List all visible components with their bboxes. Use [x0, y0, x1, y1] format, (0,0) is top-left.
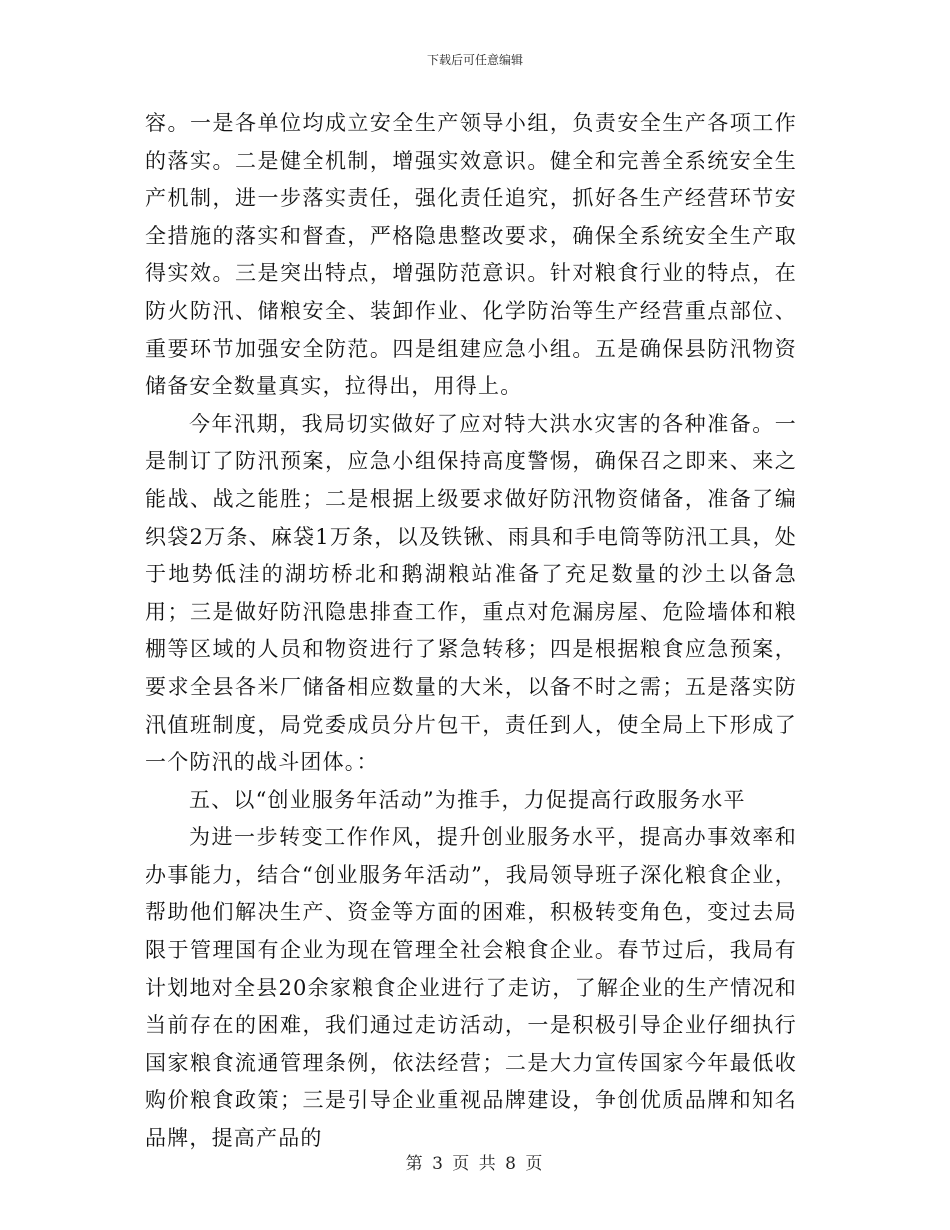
document-body [145, 105, 797, 1158]
section-heading-five: 五、以“创业服务年活动”为推手，力促提高行政服务水平 [189, 787, 746, 812]
paragraph-service-year: 为进一步转变工作作风，提升创业服务水平，提高办事效率和办事能力，结合“创业服务年活动”，我局领导班子深化粮食企业，帮助他们解决生产、资金等方面的困难，积极转变角色，变过去局限于管理国有企业为现在管理全社会粮食企业。春节过后，我局有计划地对全县20余家粮食企业进行了走访，了解企业的生产情况和当前存在的困难，我们通过走访活动，一是积极引导企业仔细执行国家粮食流通管理条例，依法经营；二是大力宣传国家今年最低收购价粮食政策；三是引导企业重视品牌建设，争创优质品牌和知名品牌，提高产品的 [145, 825, 797, 1151]
page-header: 下载后可任意编辑 [426, 53, 523, 67]
paragraph-safety-production: 容。一是各单位均成立安全生产领导小组，负责安全生产各项工作的落实。二是健全机制，增强实效意识。健全和完善全系统安全生产机制，进一步落实责任，强化责任追究，抓好各生产经营环节安全措施的落实和督查，严格隐患整改要求，确保全系统安全生产取得实效。三是突出特点，增强防范意识。针对粮食行业的特点，在防火防汛、储粮安全、装卸作业、化学防治等生产经营重点部位、重要环节加强安全防范。四是组建应急小组。五是确保县防汛物资储备安全数量真实，拉得出，用得上。 [145, 111, 797, 399]
paragraph-flood-preparation: 今年汛期，我局切实做好了应对特大洪水灾害的各种准备。一是制订了防汛预案，应急小组保持高度警惕，确保召之即来、来之能战、战之能胜；二是根据上级要求做好防汛物资储备，准备了编织袋2万条、麻袋1万条，以及铁锹、雨具和手电筒等防汛工具，处于地势低洼的湖坊桥北和鹅湖粮站准备了充足数量的沙土以备急用；三是做好防汛隐患排查工作，重点对危漏房屋、危险墙体和粮棚等区域的人员和物资进行了紧急转移；四是根据粮食应急预案，要求全县各米厂储备相应数量的大米，以备不时之需；五是落实防汛值班制度，局党委成员分片包干，责任到人，使全局上下形成了一个防汛的战斗团体。： [145, 411, 797, 775]
page-number-footer: 第 3 页 共 8 页 [405, 1154, 545, 1174]
